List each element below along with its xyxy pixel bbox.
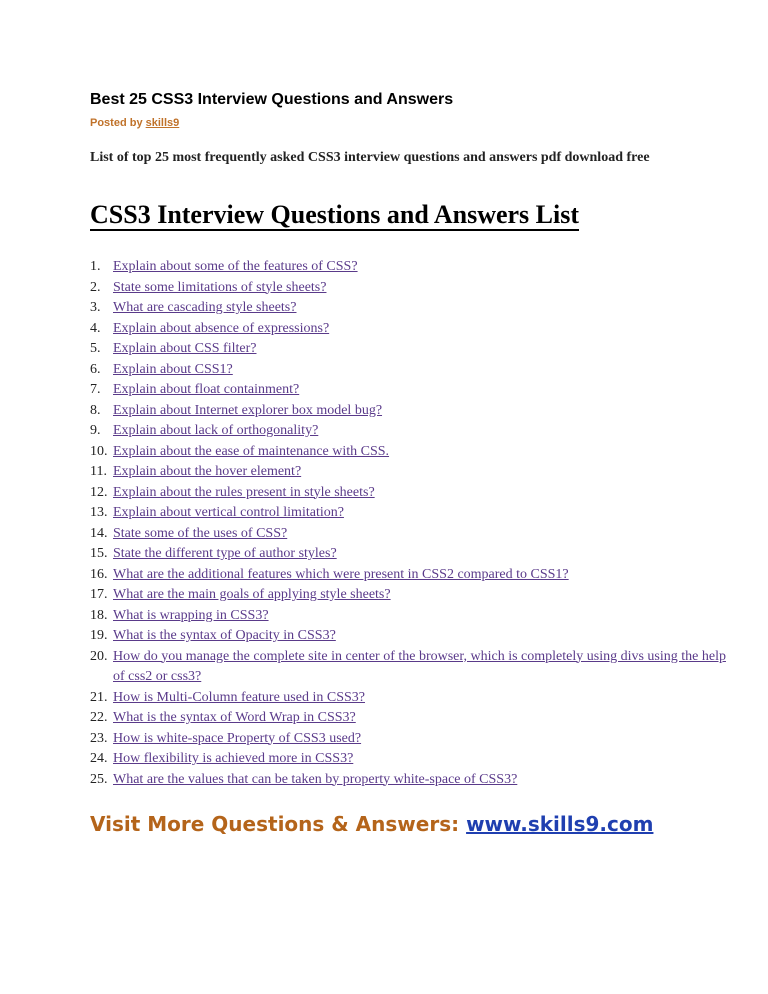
question-link[interactable]: What are cascading style sheets? — [113, 300, 297, 315]
question-item — [90, 688, 730, 709]
question-item — [90, 544, 730, 565]
question-number: 4. — [90, 320, 101, 336]
question-item — [90, 770, 730, 791]
question-item — [90, 749, 730, 770]
question-link[interactable]: What is wrapping in CSS3? — [113, 607, 269, 623]
question-number: 3. — [90, 300, 101, 315]
website-link[interactable]: www.skills9.com — [466, 812, 654, 836]
question-link[interactable]: Explain about CSS1? — [113, 361, 233, 377]
question-link[interactable]: What are the additional features which were present in CSS2 compared to CSS1? — [113, 566, 569, 582]
question-number: 18. — [90, 607, 108, 623]
question-number: 9. — [90, 423, 101, 438]
question-item — [90, 380, 730, 401]
question-number: 17. — [90, 587, 108, 602]
question-number: 11. — [90, 464, 107, 479]
document-title: Best 25 CSS3 Interview Questions and Answers — [90, 91, 454, 108]
question-link[interactable]: How do you manage the complete site in center of the browser, which is completely using divs using the help of css2 or css3? — [113, 648, 726, 684]
question-item — [90, 298, 730, 319]
question-item — [90, 585, 730, 606]
question-number: 25. — [90, 771, 108, 787]
question-number: 2. — [90, 279, 101, 295]
question-item — [90, 606, 730, 627]
question-item — [90, 462, 730, 483]
question-link[interactable]: State the different type of author styles? — [113, 546, 337, 561]
question-item — [90, 524, 730, 545]
question-number: 24. — [90, 751, 108, 766]
question-link[interactable]: Explain about the rules present in style sheets? — [113, 484, 375, 500]
question-number: 22. — [90, 710, 108, 725]
question-item — [90, 360, 730, 381]
question-number: 15. — [90, 546, 108, 561]
question-item — [90, 401, 730, 422]
question-item — [90, 565, 730, 586]
question-number: 13. — [90, 505, 108, 520]
section-heading: CSS3 Interview Questions and Answers List — [90, 200, 580, 229]
question-item — [90, 319, 730, 340]
question-link[interactable]: State some of the uses of CSS? — [113, 525, 288, 541]
question-list — [90, 257, 730, 790]
question-item — [90, 483, 730, 504]
question-link[interactable]: How is white-space Property of CSS3 used? — [113, 730, 362, 746]
question-link[interactable]: Explain about the hover element? — [113, 464, 302, 479]
question-item — [90, 442, 730, 463]
visit-more-line — [90, 812, 653, 836]
question-link[interactable]: What is the syntax of Opacity in CSS3? — [113, 628, 336, 643]
question-number: 8. — [90, 402, 101, 418]
question-item — [90, 278, 730, 299]
question-link[interactable]: Explain about absence of expressions? — [113, 320, 330, 336]
question-link[interactable]: How is Multi-Column feature used in CSS3? — [113, 689, 365, 705]
question-link[interactable]: How flexibility is achieved more in CSS3? — [113, 751, 354, 766]
question-item — [90, 729, 730, 750]
visit-more-label: Visit More Questions & Answers: — [90, 812, 460, 836]
question-number: 1. — [90, 259, 101, 274]
question-number: 21. — [90, 689, 108, 705]
question-number: 5. — [90, 341, 101, 356]
question-number: 19. — [90, 628, 108, 643]
question-link[interactable]: Explain about float containment? — [113, 382, 300, 397]
question-number: 23. — [90, 730, 108, 746]
question-number: 10. — [90, 443, 108, 459]
question-link[interactable]: What is the syntax of Word Wrap in CSS3? — [113, 710, 356, 725]
question-item — [90, 339, 730, 360]
question-number: 20. — [90, 648, 108, 664]
question-link[interactable]: Explain about the ease of maintenance with CSS. — [113, 443, 390, 459]
question-item — [90, 708, 730, 729]
question-link[interactable]: Explain about lack of orthogonality? — [113, 423, 319, 438]
question-link[interactable]: What are the main goals of applying style sheets? — [113, 587, 391, 602]
question-number: 12. — [90, 484, 108, 500]
intro-paragraph: List of top 25 most frequently asked CSS3 interview questions and answers pdf download free — [90, 150, 650, 165]
question-item — [90, 647, 730, 688]
question-item — [90, 626, 730, 647]
posted-by-label: Posted by — [90, 117, 143, 129]
question-link[interactable]: Explain about Internet explorer box model bug? — [113, 402, 383, 418]
question-link[interactable]: State some limitations of style sheets? — [113, 279, 327, 295]
question-link[interactable]: Explain about CSS filter? — [113, 341, 257, 356]
question-number: 14. — [90, 525, 108, 541]
question-number: 16. — [90, 566, 108, 582]
question-item — [90, 421, 730, 442]
posted-by-line — [90, 117, 179, 129]
question-number: 6. — [90, 361, 101, 377]
question-item — [90, 257, 730, 278]
question-link[interactable]: Explain about some of the features of CSS? — [113, 259, 358, 274]
author-link[interactable]: skills9 — [145, 117, 180, 129]
question-link[interactable]: What are the values that can be taken by property white-space of CSS3? — [113, 771, 518, 787]
question-link[interactable]: Explain about vertical control limitation? — [113, 505, 344, 520]
question-number: 7. — [90, 382, 101, 397]
question-item — [90, 503, 730, 524]
